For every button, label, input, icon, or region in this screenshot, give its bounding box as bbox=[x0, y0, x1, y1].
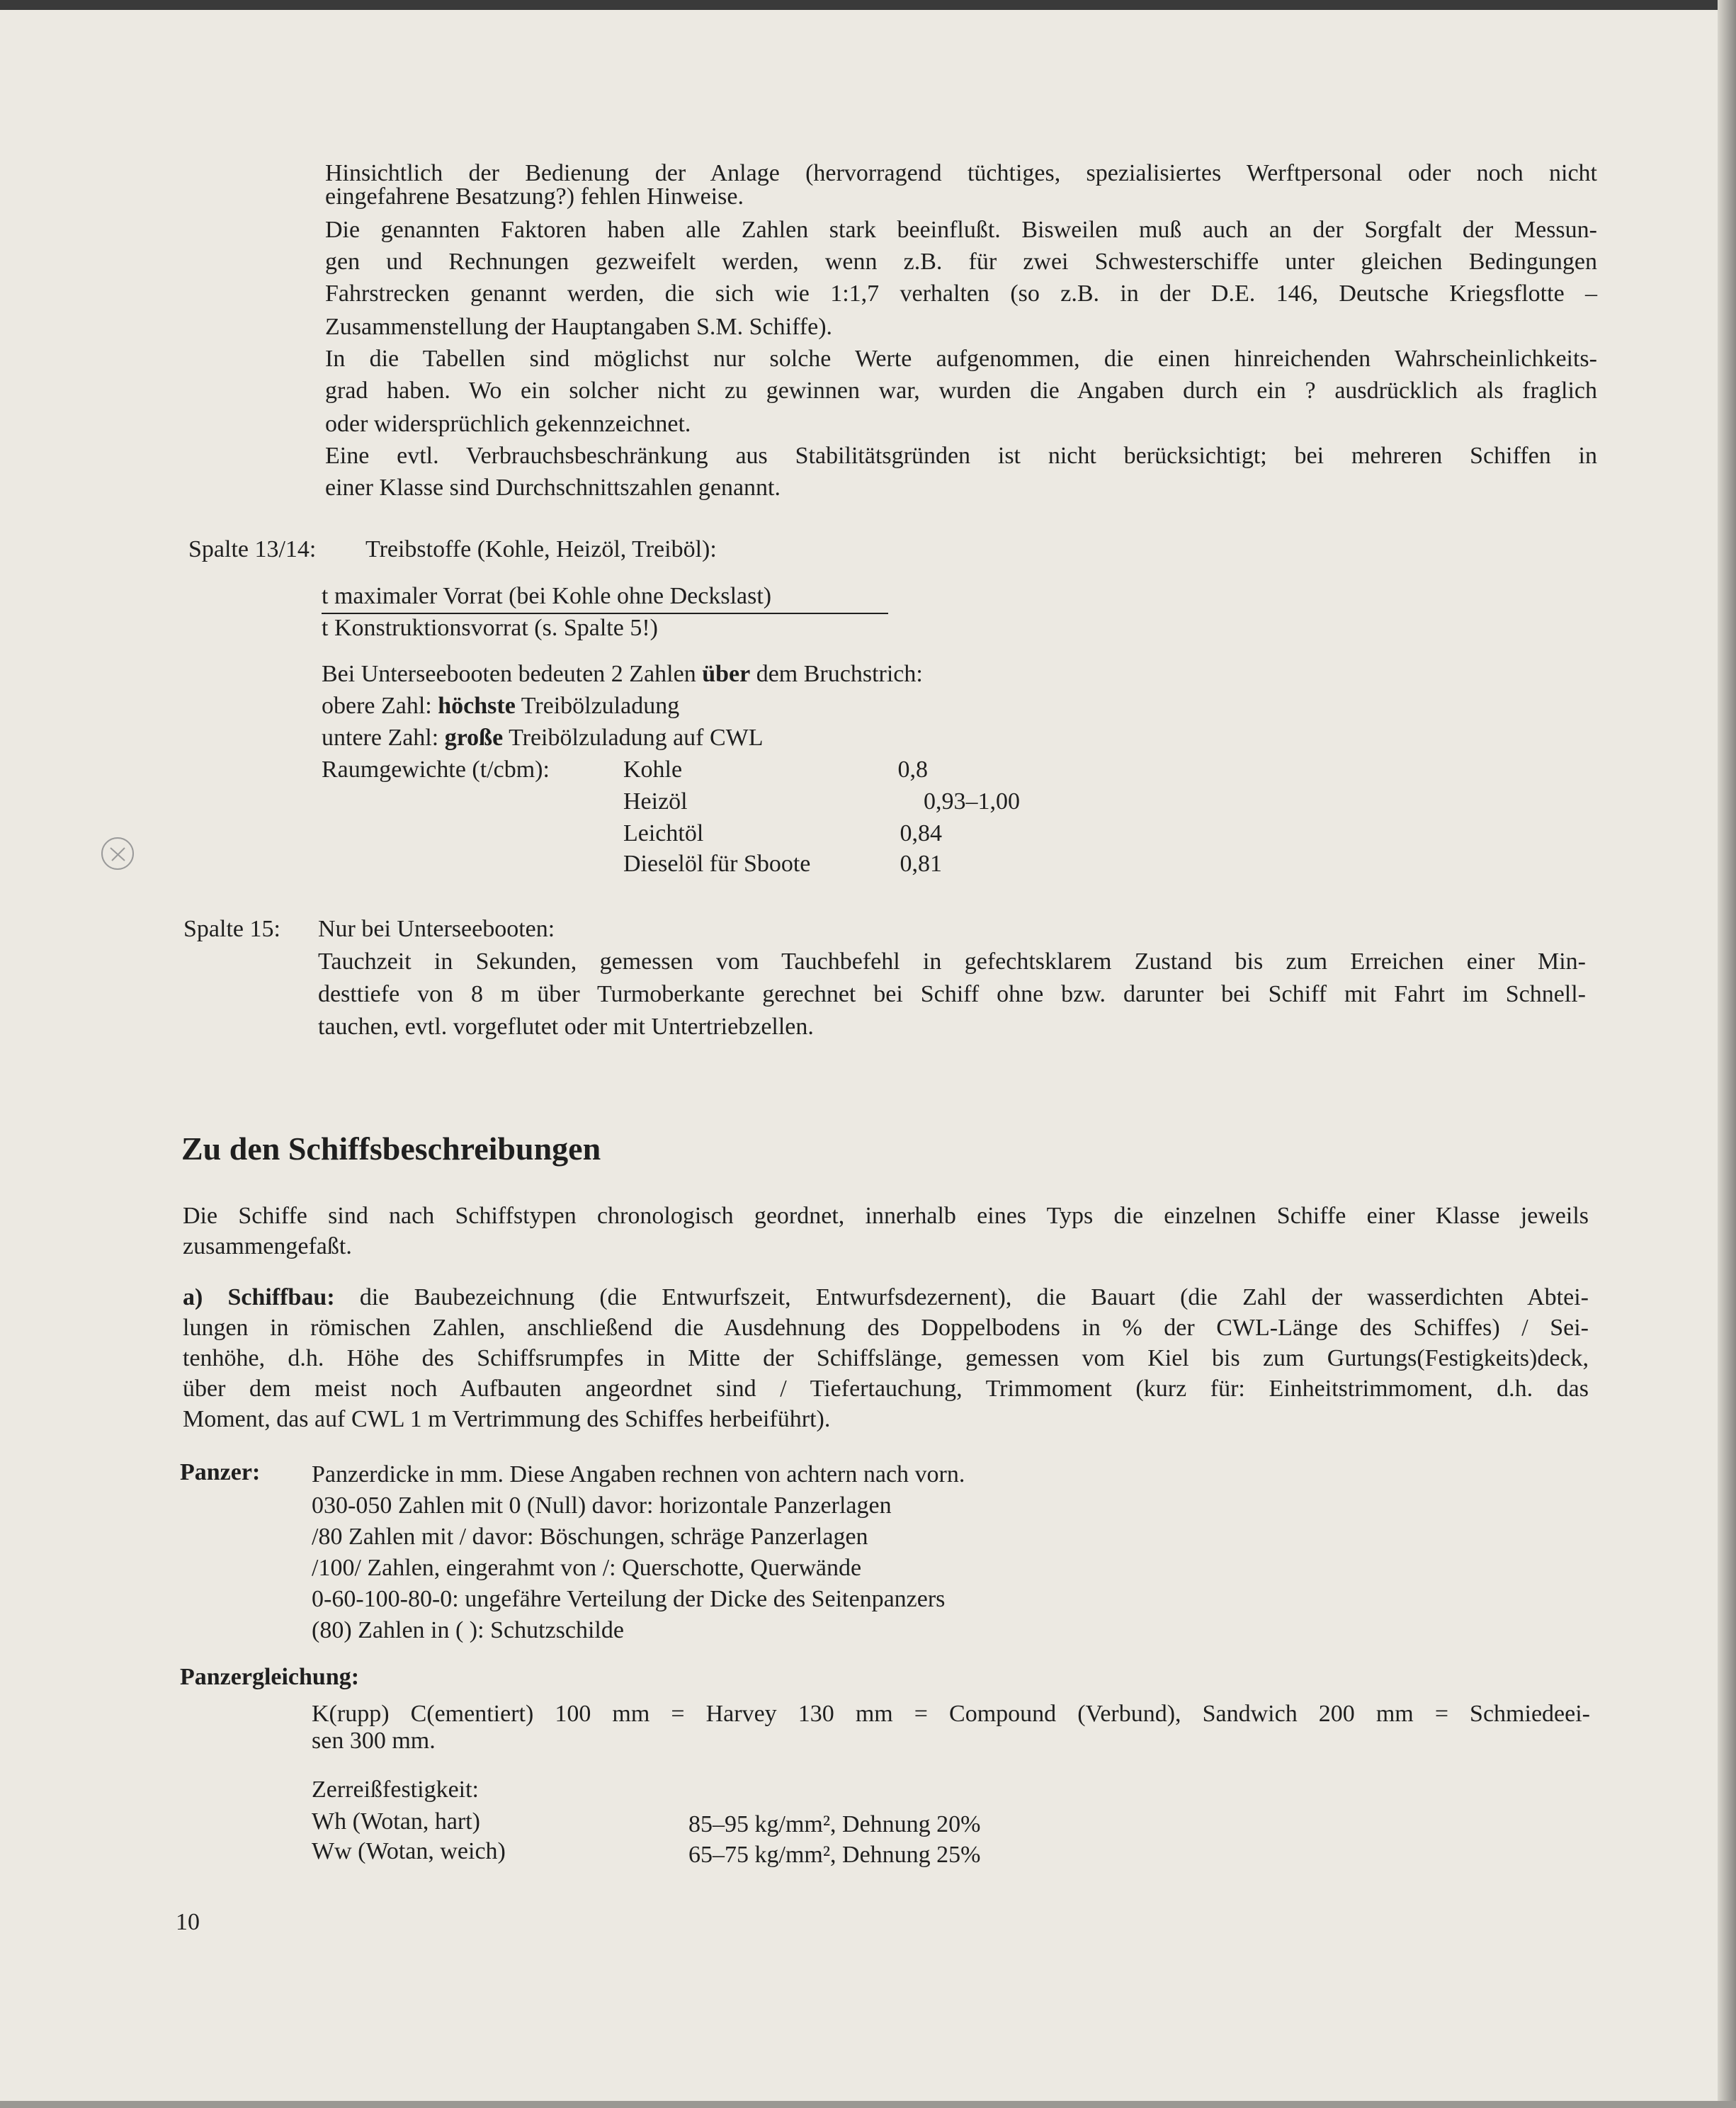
density-label: Raumgewichte (t/cbm): bbox=[322, 756, 550, 783]
section-line: Die Schiffe sind nach Schiffstypen chronologisch geordnet, innerhalb eines Typs die einzelnen Schiffe einer Klasse jeweils bbox=[183, 1203, 1589, 1229]
schiffbau-line: tenhöhe, d.h. Höhe des Schiffsrumpfes in Mitte der Schiffslänge, gemessen vom Kiel bis zum Gurtungs(Festigkeits)deck, bbox=[183, 1345, 1589, 1371]
uboot-note: Bei Unterseebooten bedeuten 2 Zahlen über dem Bruchstrich: bbox=[322, 661, 923, 687]
fraction-numerator: t maximaler Vorrat (bei Kohle ohne Deckslast) bbox=[322, 581, 888, 614]
spalte-13-title: Treibstoffe (Kohle, Heizöl, Treiböl): bbox=[365, 536, 717, 562]
spalte-15-line: Tauchzeit in Sekunden, gemessen vom Tauchbefehl in gefechtsklarem Zustand bis zum Erreichen einer Min- bbox=[318, 948, 1586, 975]
panzer-label: Panzer: bbox=[180, 1459, 261, 1485]
panzer-line: /80 Zahlen mit / davor: Böschungen, schräge Panzerlagen bbox=[312, 1524, 868, 1550]
fraction-denominator: t Konstruktionsvorrat (s. Spalte 5!) bbox=[322, 615, 658, 641]
intro-line: oder widersprüchlich gekennzeichnet. bbox=[325, 411, 691, 437]
page-number: 10 bbox=[176, 1909, 200, 1935]
material-name: Ww (Wotan, weich) bbox=[312, 1838, 506, 1864]
margin-mark-icon bbox=[96, 832, 139, 875]
intro-line: Die genannten Faktoren haben alle Zahlen stark beeinflußt. Bisweilen muß auch an der Sorgfalt der Messun- bbox=[325, 217, 1597, 243]
spalte-15-line: desttiefe von 8 m über Turmoberkante gerechnet bei Schiff ohne bzw. darunter bei Schiff mit Fahrt im Schnell- bbox=[318, 981, 1586, 1007]
density-name: Kohle bbox=[623, 756, 683, 783]
intro-line: Eine evtl. Verbrauchsbeschränkung aus Stabilitätsgründen ist nicht berücksichtigt; bei mehreren Schiffen in bbox=[325, 443, 1597, 469]
panzergleichung-line: K(rupp) C(ementiert) 100 mm = Harvey 130 mm = Compound (Verbund), Sandwich 200 mm = Schmiedeei- bbox=[312, 1701, 1590, 1727]
intro-line: Fahrstrecken genannt werden, die sich wie 1:1,7 verhalten (so z.B. in der D.E. 146, Deutsche Kriegsflotte – bbox=[325, 280, 1597, 307]
material-name: Wh (Wotan, hart) bbox=[312, 1808, 480, 1835]
intro-line: einer Klasse sind Durchschnittszahlen genannt. bbox=[325, 475, 781, 501]
density-value: 0,8 bbox=[897, 756, 928, 783]
spalte-15-label: Spalte 15: bbox=[183, 916, 280, 942]
panzergleichung-line: sen 300 mm. bbox=[312, 1728, 436, 1754]
section-line: zusammengefaßt. bbox=[183, 1233, 352, 1259]
scan-bottom-edge bbox=[0, 2101, 1736, 2108]
spalte-15-line: tauchen, evtl. vorgeflutet oder mit Untertriebzellen. bbox=[318, 1014, 814, 1040]
schiffbau-line: Moment, das auf CWL 1 m Vertrimmung des Schiffes herbeiführt). bbox=[183, 1406, 831, 1432]
density-name: Heizöl bbox=[623, 788, 688, 815]
spalte-15-title: Nur bei Unterseebooten: bbox=[318, 916, 555, 942]
density-name: Dieselöl für Sboote bbox=[623, 851, 811, 877]
panzer-line: /100/ Zahlen, eingerahmt von /: Querschotte, Querwände bbox=[312, 1555, 862, 1581]
intro-line: eingefahrene Besatzung?) fehlen Hinweise. bbox=[325, 183, 744, 210]
schiffbau-line: a) Schiffbau: die Baubezeichnung (die Entwurfszeit, Entwurfsdezernent), die Bauart (die Zahl der wasserdichten Abtei- bbox=[183, 1284, 1589, 1310]
intro-line: Zusammenstellung der Hauptangaben S.M. Schiffe). bbox=[325, 314, 833, 340]
density-name: Leichtöl bbox=[623, 820, 704, 846]
scan-top-edge bbox=[0, 0, 1736, 10]
uboot-note: obere Zahl: höchste Treibölzuladung bbox=[322, 693, 680, 719]
uboot-note: untere Zahl: große Treibölzuladung auf CWL bbox=[322, 725, 764, 751]
spalte-13-label: Spalte 13/14: bbox=[188, 536, 317, 562]
panzer-line: 0-60-100-80-0: ungefähre Verteilung der Dicke des Seitenpanzers bbox=[312, 1586, 946, 1612]
schiffbau-line: über dem meist noch Aufbauten angeordnet sind / Tiefertauchung, Trimmoment (kurz für: Einheitstrimmoment, d.h. das bbox=[183, 1376, 1589, 1402]
intro-line: Hinsichtlich der Bedienung der Anlage (hervorragend tüchtiges, spezialisiertes Werftpersonal oder noch nicht bbox=[325, 160, 1597, 186]
scan-right-edge bbox=[1718, 0, 1736, 2108]
density-value: 0,84 bbox=[900, 820, 942, 846]
intro-line: grad haben. Wo ein solcher nicht zu gewinnen war, wurden die Angaben durch ein ? ausdrücklich als fraglich bbox=[325, 378, 1597, 404]
density-value: 0,93–1,00 bbox=[924, 788, 1020, 815]
material-value: 85–95 kg/mm², Dehnung 20% bbox=[688, 1811, 981, 1837]
density-value: 0,81 bbox=[900, 851, 942, 877]
zerreiss-label: Zerreißfestigkeit: bbox=[312, 1776, 480, 1803]
schiffbau-line: lungen in römischen Zahlen, anschließend die Ausdehnung des Doppelbodens in % der CWL-Länge des Schiffes) / Sei- bbox=[183, 1315, 1589, 1341]
panzer-line: (80) Zahlen in ( ): Schutzschilde bbox=[312, 1617, 624, 1643]
section-heading: Zu den Schiffsbeschreibungen bbox=[181, 1130, 601, 1167]
panzer-line: Panzerdicke in mm. Diese Angaben rechnen von achtern nach vorn. bbox=[312, 1461, 965, 1488]
panzer-line: 030-050 Zahlen mit 0 (Null) davor: horizontale Panzerlagen bbox=[312, 1492, 892, 1519]
intro-line: gen und Rechnungen gezweifelt werden, wenn z.B. für zwei Schwesterschiffe unter gleichen Bedingungen bbox=[325, 249, 1597, 275]
panzergleichung-label: Panzergleichung: bbox=[180, 1664, 360, 1690]
intro-line: In die Tabellen sind möglichst nur solche Werte aufgenommen, die einen hinreichenden Wahrscheinlichkeits- bbox=[325, 346, 1597, 372]
material-value: 65–75 kg/mm², Dehnung 25% bbox=[688, 1842, 981, 1868]
